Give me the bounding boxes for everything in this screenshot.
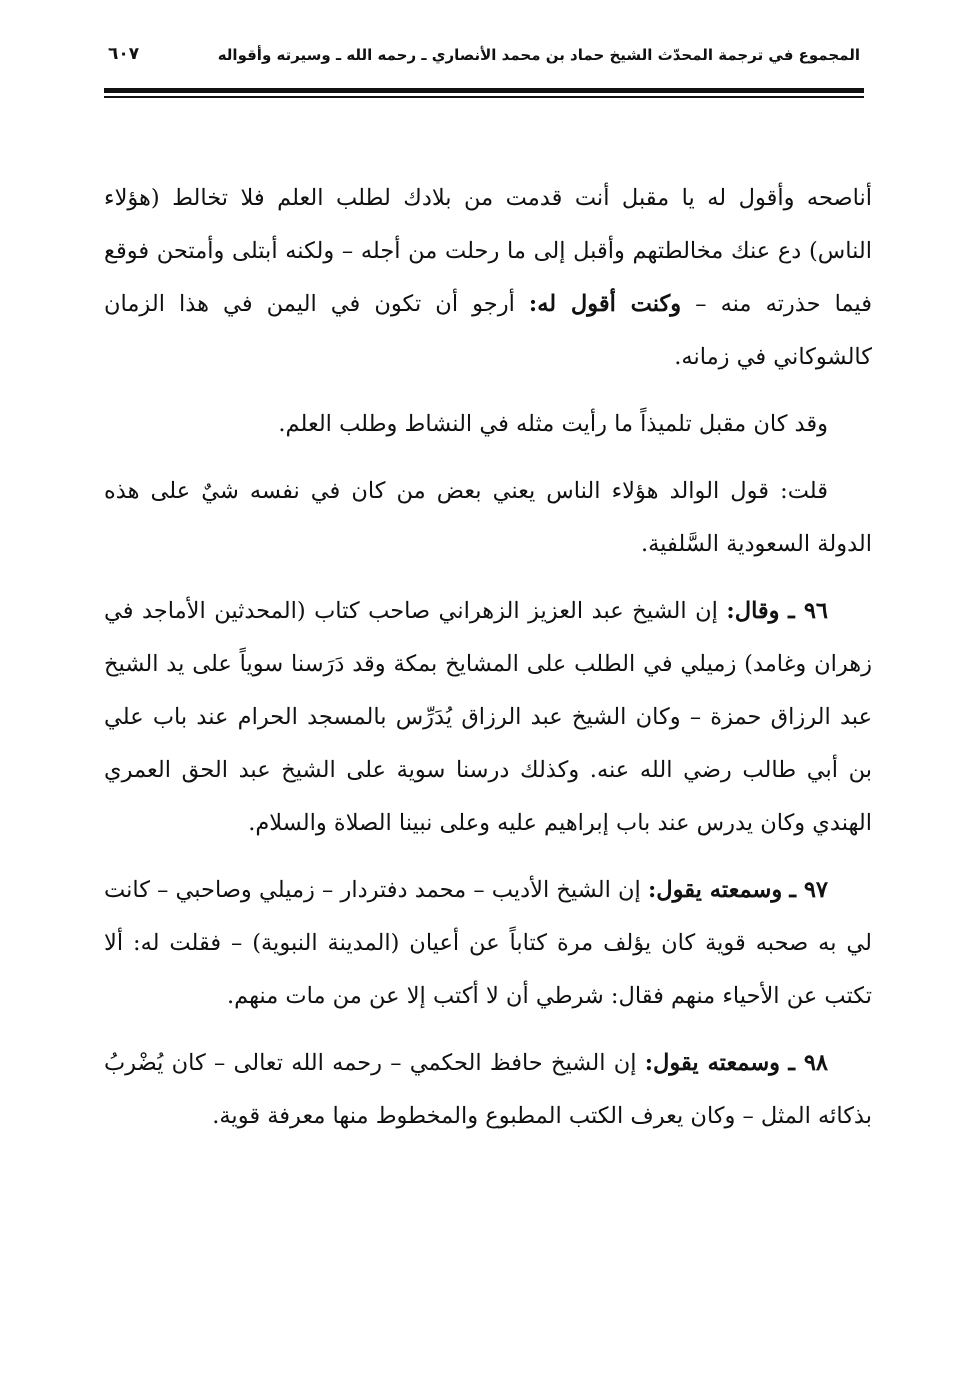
item-text: إن الشيخ حافظ الحكمي – رحمه الله تعالى – كان يُضْربُ بذكائه المثل – وكان يعرف الكتب المطبوع والمخطوط منها معرفة قوية.: [104, 1050, 872, 1129]
paragraph-2: [104, 398, 872, 451]
paragraph-text: قلت: قول الوالد هؤلاء الناس يعني بعض من كان في نفسه شيٌ على هذه الدولة السعودية السَّلفية.: [104, 478, 872, 557]
item-number: ٩٨ ـ: [788, 1050, 829, 1076]
body-text: [104, 172, 872, 1157]
paragraph-lead: وكنت أقول له:: [528, 291, 682, 317]
item-lead: وقال:: [726, 598, 780, 624]
paragraph-text: أناصحه وأقول له يا مقبل أنت قدمت من بلادك لطلب العلم فلا تخالط (هؤلاء الناس) دع عنك مخالطتهم وأقبل إلى ما رحلت من أجله – ولكنه أبتلى وأمتحن فوقع فيما حذرته منه –: [104, 185, 872, 317]
paragraph-text: وقد كان مقبل تلميذاً ما رأيت مثله في النشاط وطلب العلم.: [278, 411, 828, 437]
header-rule-thick: [104, 88, 864, 93]
page-number: ٦٠٧: [108, 44, 140, 64]
running-header: [108, 42, 860, 78]
item-text: إن الشيخ الأديب – محمد دفتردار – زميلي وصاحبي – كانت لي به صحبه قوية كان يؤلف مرة كتاباً عن أعيان (المدينة النبوية) – فقلت له: ألا تكتب عن الأحياء منهم فقال: شرطي أن لا أكتب إلا عن من مات منهم.: [104, 877, 872, 1009]
item-98: [104, 1037, 872, 1143]
item-text: إن الشيخ عبد العزيز الزهراني صاحب كتاب (المحدثين الأماجد في زهران وغامد) زميلي في الطلب على المشايخ بمكة وقد دَرَسنا سوياً على يد الشيخ عبد الرزاق حمزة – وكان الشيخ عبد الرزاق يُدَرِّس بالمسجد الحرام عند باب علي بن أبي طالب رضي الله عنه. وكذلك درسنا سوية على الشيخ عبد الحق العمري الهندي وكان يدرس عند باب إبراهيم عليه وعلى نبينا الصلاة والسلام.: [104, 598, 872, 836]
paragraph-text: أرجو أن تكون في اليمن في هذا الزمان كالشوكاني في زمانه.: [104, 291, 872, 370]
header-title: المجموع في ترجمة المحدّث الشيخ حماد بن محمد الأنصاري ـ رحمه الله ـ وسيرته وأقواله: [217, 46, 860, 64]
item-number: ٩٦ ـ: [788, 598, 828, 624]
item-96: [104, 585, 872, 850]
item-lead: وسمعته يقول:: [647, 877, 783, 903]
header-rule-thin: [104, 96, 864, 98]
paragraph-1: [104, 172, 872, 384]
item-97: [104, 864, 872, 1023]
paragraph-3: [104, 465, 872, 571]
item-number: ٩٧ ـ: [789, 877, 828, 903]
item-lead: وسمعته يقول:: [644, 1050, 781, 1076]
